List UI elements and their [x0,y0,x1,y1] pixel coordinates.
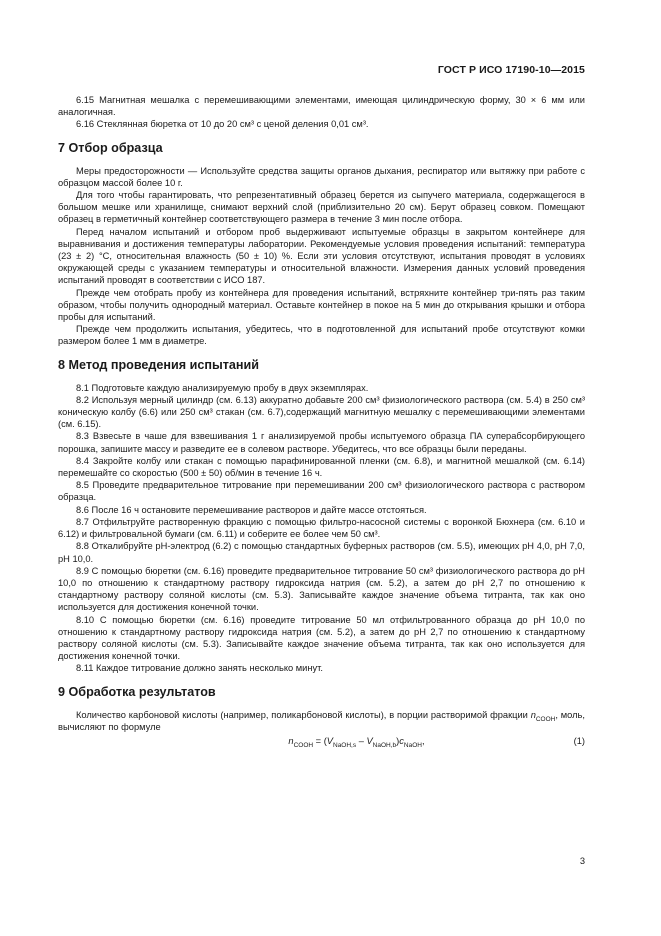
formula-close: ) [396,735,400,746]
intro-subscript: COOH [535,715,556,723]
s7-paragraph: Меры предосторожности — Используйте средства защиты органов дыхания, респиратор или вытяжку при работе с образцом массой более 10 г. [58,165,585,188]
item-8-1: 8.1 Подготовьте каждую анализируемую пробу в двух экземплярах. [76,382,369,393]
item-8-2: 8.2 Используя мерный цилиндр (см. 6.13) аккуратно добавьте 200 см³ физиологического раствора (см. 5.4) в 250 см³ коническую колбу (6.6) или 250 см³ стакан (см. 6.7),содержащий магнитную мешалку с перемешивающими элементами (см. 6.15). [58,394,585,430]
formula-1 [58,735,585,751]
formula-c-sub: NaOH [403,741,422,749]
intro-text-end: , моль, вычисляют по формуле [58,709,585,732]
s7-paragraph: Прежде чем продолжить испытания, убедитесь, что в подготовленной для испытаний пробе отсутствуют комки размером более 1 мм в диаметре. [58,324,585,347]
item-8-6: 8.6 После 16 ч остановите перемешивание растворов и дайте массе отстояться. [76,504,427,515]
item-8-5: 8.5 Проведите предварительное титрование при перемешивании 200 см³ физиологического раствора с раствором образца. [58,480,585,503]
item-8-8: 8.8 Откалибруйте рН-электрод (6.2) с помощью стандартных буферных растворов (см. 5.5), имеющих рН 4,0, рН 7,0, рН 10,0. [58,541,585,564]
item-8-4: 8.4 Закройте колбу или стакан с помощью парафинированной пленки (см. 6.8), и магнитной мешалкой (см. 6.14) перемешайте со скоростью (500 ± 50) об/мин в течение 16 ч. [58,455,585,479]
item-6-16: 6.16 Стеклянная бюретка от 10 до 20 см³ с ценой деления 0,01 см³. [76,119,369,130]
standard-header: ГОСТ Р ИСО 17190-10—2015 [437,64,585,76]
formula-expression [218,735,424,747]
item-8-10: 8.10 С помощью бюретки (см. 6.16) проведите титрование 50 мл отфильтрованного образца до рН 10,0 по отношению к стандартному раствору гидроксида натрия (см. 5.2), а затем до рН 2,7 по отношению к стандартному раствору соляной кислоты (см. 5.3). Записывайте каждое значение объема титранта, так как оно используется для достижения конечной точки. [58,614,585,662]
formula-lhs-sub: COOH [293,741,314,749]
formula-lhs: n [288,735,294,746]
s7-paragraph: Для того чтобы гарантировать, что репрезентативный образец берется из сыпучего материала, содержащегося в большом мешке или хранилище, снимают верхний слой (приблизительно 20 см). Берут образец совком. Помещают образец в герметичный контейнер соответствующего размера в течение 3 мин после отбора. [58,190,585,225]
item-8-3: 8.3 Взвесьте в чаше для взвешивания 1 г анализируемой пробы испытуемого образца ПА суперабсорбирующего порошка, запишите массу и разведите ее в солевом растворе. Убедитесь, что все образцы были переданы. [58,431,585,454]
formula-v1-sub: NaOH,s [333,741,357,749]
item-8-11: 8.11 Каждое титрование должно занять несколько минут. [76,663,323,674]
formula-v2: V [366,735,373,746]
section-8-title: 8 Метод проведения испытаний [58,357,259,372]
formula-minus: – [356,735,367,746]
section-9-title: 9 Обработка результатов [58,684,216,699]
s9-intro [58,709,585,733]
s7-paragraph: Перед началом испытаний и отбором проб выдерживают испытуемые образцы в закрытом контейнере для выравнивания и достижения температуры лаборатории. Рекомендуемые условия проведения испытаний: температура (23 ± 2) °С, относительная влажность (50 ± 10) %. Если эти условия отсутствуют, испытания проводят в условиях окружающей среды с указанием температуры и относительной влажности. Измерения данных условий проведения испытаний проводят в соответствии с ИСО 187. [58,226,585,286]
formula-v1: V [326,735,333,746]
page-content [58,94,585,751]
s7-paragraph: Прежде чем отобрать пробу из контейнера для проведения испытаний, встряхните контейнер три-пять раз таким образом, чтобы получить однородный материал. Оставьте контейнер в покое на 5 мин до открывания крышки и отбора пробы для испытаний. [58,287,585,323]
item-6-15: 6.15 Магнитная мешалка с перемешивающими элементами, имеющая цилиндрическую форму, 30 × 6 мм или аналогичная. [58,95,585,118]
formula-eq: = ( [313,735,327,746]
formula-tail: , [421,735,425,746]
intro-text: Количество карбоновой кислоты (например, поликарбоновой кислоты), в порции растворимой фракции [76,709,531,720]
formula-v2-sub: NaOH,b [372,741,397,749]
section-7-title: 7 Отбор образца [58,140,163,155]
intro-symbol: n [530,709,536,720]
item-8-7: 8.7 Отфильтруйте растворенную фракцию с помощью фильтро-насосной системы с воронкой Бюхнера (см. 6.10 и 6.12) и фильтровальной бумаги (см. 6.11) и соберите ее более чем 50 см³. [58,516,585,540]
page-number: 3 [579,856,585,866]
formula-c: c [399,735,404,746]
formula-number: (1) [573,735,585,746]
item-8-9: 8.9 С помощью бюретки (см. 6.16) проведите предварительное титрование 50 см³ физиологического раствора до рН 10,0 по отношению к стандартному раствору гидроксида натрия (см. 5.2), а затем до рН 2,7 по отношению к стандартному раствору соляной кислоты (см. 5.3). Записывайте каждое значение объема титранта, так как оно используется для достижения конечной точки. [58,565,585,613]
